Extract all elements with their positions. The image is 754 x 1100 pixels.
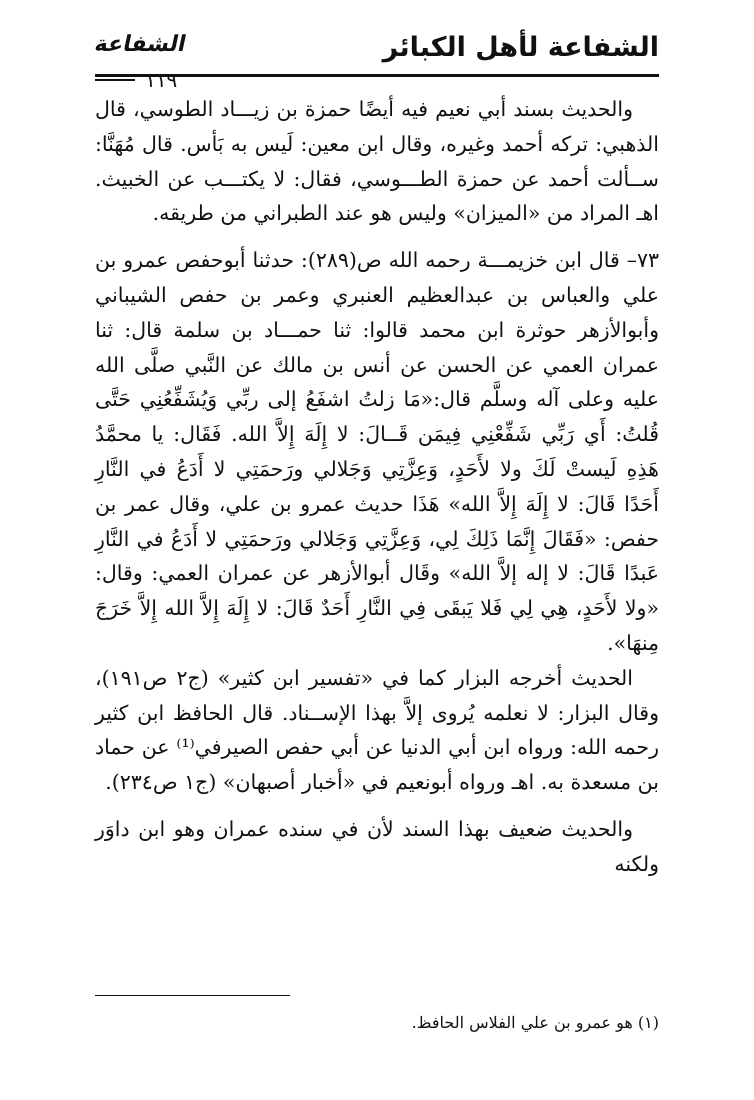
paragraph-3: الحديث أخرجه البزار كما في «تفسير ابن كثير» (ج٢ ص١٩١)، وقال البزار: لا نعلمه يُروى إلاَّ بهذا الإســناد. قال الحافظ ابن كثير رحمه الله: ورواه ابن أبي الدنيا عن أبي حفص الصيرفي⁽¹⁾ عن حماد بن مسعدة به. اهـ ورواه أبونعيم في «أخبار أصبهان» (ج١ ص٢٣٤). — [95, 665, 659, 795]
paragraph-4: والحديث ضعيف بهذا السند لأن في سنده عمران وهو ابن داوَر ولكنه — [95, 816, 659, 876]
footnote: (١) هو عمرو بن علي الفلاس الحافظ. — [411, 1013, 659, 1032]
paragraph-hadith-73: ٧٣– قال ابن خزيمـــة رحمه الله ص(٢٨٩): حدثنا أبوحفص عمرو بن علي والعباس بن عبدالعظيم العنبري وعمر بن حفص الشيباني وأبوالأزهر حوثرة ابن محمد قالوا: ثنا حمـــاد بن سلمة قال: ثنا عمران العمي عن الحسن عن أنس بن مالك عن النَّبي صلَّى الله عليه وعلى آله وسلَّم قال:«مَا زلتُ اشفَعُ إلى ربِّي وَيُشَفِّعُنِي حَتَّى قُلتُ: أَي رَبِّي شَفِّعْنِي فِيمَن قَــالَ: لا إِلَهَ إِلاَّ الله. فَقَال: يا محمَّدُ هَذِهِ لَيستْ لَكَ ولا لأَحَدٍ، وَعِزَّتِي وَجَلالي ورَحمَتِي لا أَدَعُ في النَّارِ أَحَدًا قَالَ: لا إِلَهَ إِلاَّ الله» هَذَا حديث عمرو بن علي، وقال عمر بن حفص: «فَقَالَ إِنَّمَا ذَلِكَ لِي، وَعِزَّتِي وَجَلالي ورَحمَتِي لا أَدَعُ في النَّارِ عَبدًا قَالَ: لا إله إلاَّ الله» وقَال أبوالأزهر عن عمران العمي: وقال: «ولا لأَحَدٍ، هِي لِي فَلا يَبقَى فِي النَّارِ أَحَدٌ قَالَ: لا إِلَهَ إِلاَّ الله إِلاَّ خَرَجَ مِنهَا». — [95, 248, 659, 655]
header-divider-accent — [95, 79, 135, 81]
page-number: ١١٩ — [145, 68, 178, 92]
book-logo: الشفاعة — [92, 32, 189, 57]
main-text — [95, 92, 659, 882]
page-header — [92, 30, 659, 92]
header-divider — [95, 74, 659, 77]
paragraph-1: والحديث بسند أبي نعيم فيه أيضًا حمزة بن زيـــاد الطوسي، قال الذهبي: تركه أحمد وغيره، وقال ابن معين: لَيس به بَأس. قال مُهَنَّا: ســألت أحمد عن حمزة الطـــوسي، فقال: لا يكتـــب عن الخبيث. اهـ المراد من «الميزان» وليس هو عند الطبراني من طريقه. — [95, 97, 659, 226]
footnote-divider — [95, 995, 290, 996]
page-title: الشفاعة لأهل الكبائر — [382, 32, 659, 63]
